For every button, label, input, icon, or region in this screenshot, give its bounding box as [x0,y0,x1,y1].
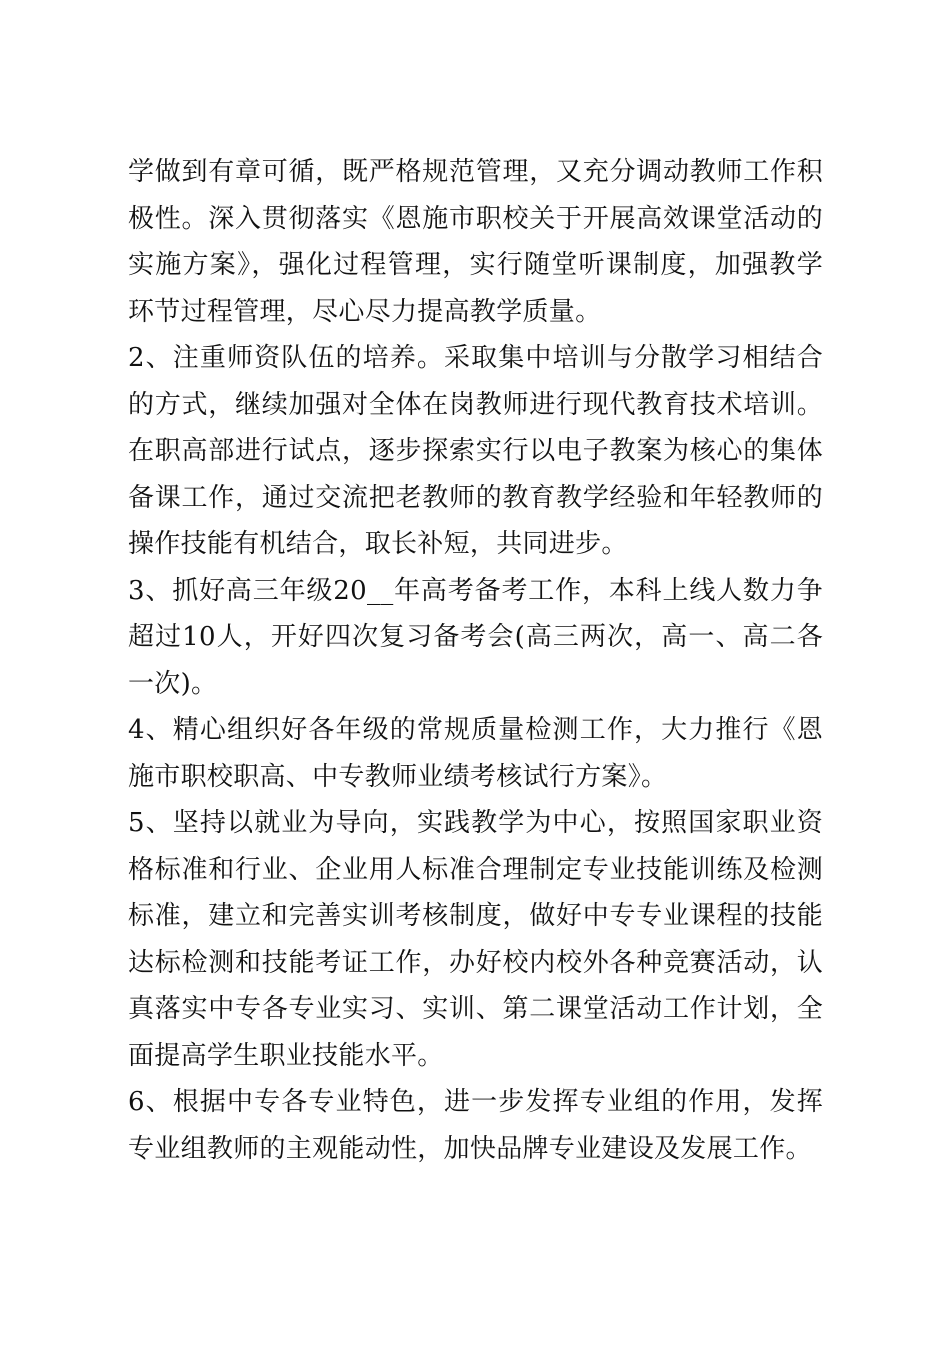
paragraph-item-6-specialty-groups: 6、根据中专各专业特色，进一步发挥专业组的作用，发挥专业组教师的主观能动性，加快品牌专业建设及发展工作。 [128,1087,823,1164]
paragraph-item-2-teacher-training: 2、注重师资队伍的培养。采取集中培训与分散学习相结合的方式，继续加强对全体在岗教师进行现代教育技术培训。在职高部进行试点，逐步探索实行以电子教案为核心的集体备课工作，通过交流把老教师的教育教学经验和年轻教师的操作技能有机结合，取长补短，共同进步。 [128,343,823,559]
paragraph-item-5-employment-oriented: 5、坚持以就业为导向，实践教学为中心，按照国家职业资格标准和行业、企业用人标准合理制定专业技能训练及检测标准，建立和完善实训考核制度，做好中专专业课程的技能达标检测和技能考证工作，办好校内校外各种竞赛活动，认真落实中专各专业实习、实训、第二课堂活动工作计划，全面提高学生职业技能水平。 [128,808,823,1071]
document-body [128,149,823,1172]
paragraph-item-4-quality-testing: 4、精心组织好各年级的常规质量检测工作，大力推行《恩施市职校职高、中专教师业绩考核试行方案》。 [128,715,823,792]
paragraph-item-3-exam-preparation: 3、抓好高三年级20__年高考备考工作，本科上线人数力争超过10人，开好四次复习备考会(高三两次，高一、高二各一次)。 [128,575,823,699]
paragraph-teaching-management: 学做到有章可循，既严格规范管理，又充分调动教师工作积极性。深入贯彻落实《恩施市职校关于开展高效课堂活动的实施方案》，强化过程管理，实行随堂听课制度，加强教学环节过程管理，尽心尽力提高教学质量。 [128,157,823,327]
